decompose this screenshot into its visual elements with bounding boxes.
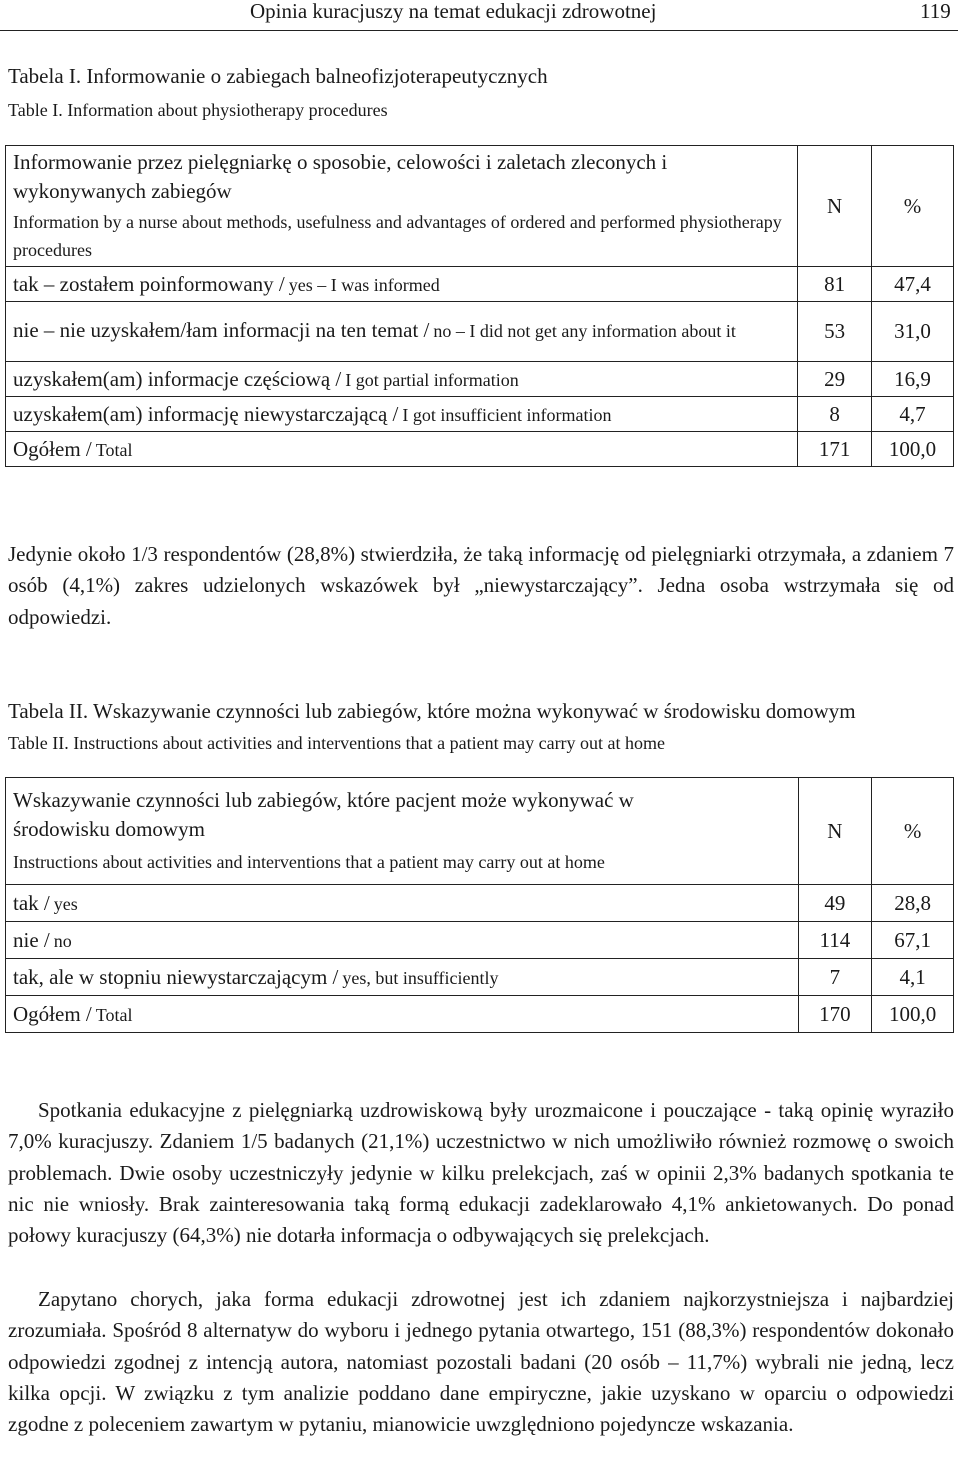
row-n: 7: [798, 959, 872, 996]
table2-caption-en: Table II. Instructions about activities and interventions that a patient may carry out at home: [8, 733, 666, 753]
row-label-en: no: [53, 930, 72, 951]
table-row: [6, 885, 954, 922]
row-n: 49: [798, 885, 872, 922]
paragraph-1: Jedynie około 1/3 respondentów (28,8%) stwierdziła, że taką informację od pielęgniarki otrzymała, a zdaniem 7 osób (4,1%) zakres udzielonych wskazówek był „niewystarczający”. Jedna osoba wstrzymała się od odpowiedzi.: [8, 542, 954, 629]
row-pct: 47,4: [872, 267, 954, 302]
row-label-pl: uzyskałem(am) informacje częściową /: [13, 366, 342, 391]
row-label-pl: nie /: [13, 927, 50, 952]
table2: [5, 777, 954, 1033]
row-label-pl: tak – zostałem poinformowany /: [13, 271, 285, 296]
row-label-pl: Ogółem /: [13, 436, 92, 461]
table1-caption-en: Table I. Information about physiotherapy procedures: [8, 100, 388, 120]
row-n: 171: [798, 432, 872, 467]
table2-head-pl: Wskazywanie czynności lub zabiegów, które pacjent może wykonywać w środowisku domowym: [13, 788, 634, 841]
table-row-total: [6, 996, 954, 1033]
row-pct: 100,0: [872, 996, 954, 1033]
row-label-en: I got insufficient information: [402, 404, 612, 425]
row-pct: 4,1: [872, 959, 954, 996]
table1: [5, 145, 954, 467]
row-n: 53: [798, 302, 872, 362]
table1-head-pl: Informowanie przez pielęgniarkę o sposobie, celowości i zaletach zleconych i wykonywanych zabiegów: [13, 150, 668, 203]
row-label-en: Total: [95, 439, 133, 460]
row-n: 170: [798, 996, 872, 1033]
running-header: [0, 0, 960, 30]
row-pct: 16,9: [872, 362, 954, 397]
row-label-pl: Ogółem /: [13, 1001, 92, 1026]
row-label-en: no – I did not get any information about it: [433, 321, 736, 341]
table1-header-row: [6, 146, 954, 267]
table1-header-label: [6, 146, 798, 267]
row-pct: 4,7: [872, 397, 954, 432]
row-pct: 31,0: [872, 302, 954, 362]
table-row: [6, 302, 954, 362]
paragraph-2: Spotkania edukacyjne z pielęgniarką uzdrowiskową były urozmaicone i pouczające - taką opinię wyraziło 7,0% kuracjuszy. Zdaniem 1/5 badanych (21,1%) uczestnictwo w nich umożliwiło również rozmowę o swoich problemach. Dwie osoby uczestniczyły jedynie w kilku prelekcjach, zaś w opinii 2,3% badanych spotkania te nic nie wniosły. Brak zainteresowania taką formą edukacji zadeklarowało 4,1% ankietowanych. Do ponad połowy kuracjuszy (64,3%) nie dotarła informacja o odbywających się prelekcjach.: [8, 1098, 954, 1248]
table2-col-pct: %: [872, 778, 954, 885]
row-label-pl: uzyskałem(am) informację niewystarczającą /: [13, 401, 399, 426]
row-label-en: yes: [53, 893, 78, 914]
table1-col-n: N: [798, 146, 872, 267]
table1-col-pct: %: [872, 146, 954, 267]
row-label-pl: tak, ale w stopniu niewystarczającym /: [13, 964, 339, 989]
paragraph-3: Zapytano chorych, jaka forma edukacji zdrowotnej jest ich zdaniem najkorzystniejsza i najbardziej zrozumiała. Spośród 8 alternatyw do wyboru i jednego pytania otwartego, 151 (88,3%) respondentów dokonało odpowiedzi zgodnej z intencją autora, natomiast pozostali badani (20 osób – 11,7%) wybrali nie jedną, lecz kilka opcji. W związku z tym analizie poddano dane empiryczne, jakie uzyskano w oparciu o odpowiedzi zgodne z poleceniem zawartym w pytaniu, mianowicie uwzględniono pojedyncze wskazania.: [8, 1287, 954, 1437]
row-n: 29: [798, 362, 872, 397]
row-label-en: I got partial information: [345, 369, 519, 390]
table-row: [6, 397, 954, 432]
table-row: [6, 922, 954, 959]
row-label-en: Total: [95, 1004, 133, 1025]
table-row: [6, 267, 954, 302]
row-label-en: yes, but insufficiently: [342, 967, 499, 988]
row-pct: 28,8: [872, 885, 954, 922]
table2-col-n: N: [798, 778, 872, 885]
table2-head-en: Instructions about activities and interventions that a patient may carry out at home: [13, 852, 605, 872]
table-row: [6, 362, 954, 397]
table-row-total: [6, 432, 954, 467]
row-pct: 67,1: [872, 922, 954, 959]
running-title: Opinia kuracjuszy na temat edukacji zdrowotnej: [250, 0, 657, 23]
table2-header-label: [6, 778, 799, 885]
row-n: 114: [798, 922, 872, 959]
header-rule: [0, 30, 958, 31]
row-label-pl: nie – nie uzyskałem/łam informacji na ten temat /: [13, 318, 430, 342]
table1-head-en: Information by a nurse about methods, usefulness and advantages of ordered and performed physiotherapy procedures: [13, 212, 782, 260]
table-row: [6, 959, 954, 996]
row-n: 81: [798, 267, 872, 302]
table2-header-row: [6, 778, 954, 885]
row-label-en: yes – I was informed: [288, 274, 440, 295]
table1-caption-pl: Tabela I. Informowanie o zabiegach balneofizjoterapeutycznych: [8, 64, 548, 88]
page-number: 119: [920, 0, 951, 23]
row-pct: 100,0: [872, 432, 954, 467]
row-label-pl: tak /: [13, 890, 50, 915]
table2-caption-pl: Tabela II. Wskazywanie czynności lub zabiegów, które można wykonywać w środowisku domowym: [8, 699, 856, 723]
row-n: 8: [798, 397, 872, 432]
